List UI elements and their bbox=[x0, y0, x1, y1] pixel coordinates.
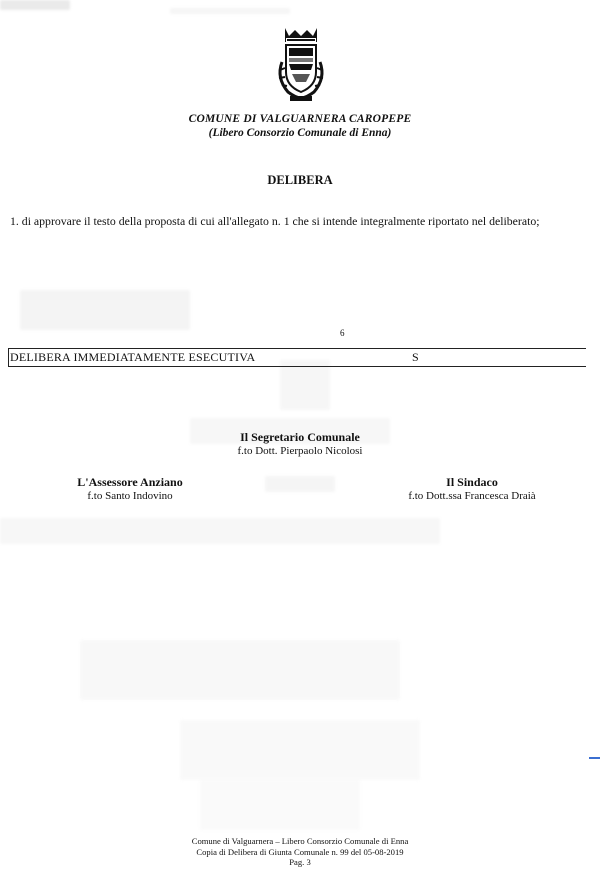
scan-noise bbox=[20, 290, 190, 330]
footer-line-1: Comune di Valguarnera – Libero Consorzio Comunale di Enna bbox=[191, 836, 409, 846]
footer-page-number: Pag. 3 bbox=[289, 857, 311, 867]
scan-noise bbox=[170, 8, 290, 14]
assessore-name: f.to Santo Indovino bbox=[87, 490, 173, 502]
footer-line-2: Copia di Delibera di Giunta Comunale n. 99 del 05-08-2019 bbox=[196, 846, 404, 857]
sindaco-name: f.to Dott.ssa Francesca Draià bbox=[408, 490, 536, 502]
scan-noise bbox=[200, 780, 360, 830]
scan-noise bbox=[280, 360, 330, 410]
comune-heading: COMUNE DI VALGUARNERA CAROPEPE bbox=[188, 113, 412, 125]
scan-noise bbox=[180, 720, 420, 780]
esecutiva-value: S bbox=[412, 350, 419, 364]
assessore-block bbox=[30, 475, 230, 502]
blue-edge-mark bbox=[589, 757, 600, 759]
document-title: DELIBERA bbox=[267, 173, 333, 187]
scan-noise bbox=[0, 0, 70, 10]
municipal-crest-icon bbox=[272, 22, 330, 104]
consorzio-heading: (Libero Consorzio Comunale di Enna) bbox=[208, 127, 392, 139]
esecutiva-label: DELIBERA IMMEDIATAMENTE ESECUTIVA bbox=[10, 350, 256, 364]
stray-mark: 6 bbox=[340, 328, 345, 338]
resolution-paragraph: 1. di approvare il testo della proposta di cui all'allegato n. 1 che si intende integralmente riportato nel deliberato; bbox=[10, 214, 540, 228]
segretario-title: Il Segretario Comunale bbox=[240, 430, 360, 444]
scan-noise bbox=[0, 518, 440, 544]
scan-noise bbox=[265, 476, 335, 492]
page-footer bbox=[0, 836, 600, 868]
sindaco-block bbox=[372, 475, 572, 502]
sindaco-title: Il Sindaco bbox=[446, 475, 498, 489]
segretario-block bbox=[150, 430, 450, 457]
scan-noise bbox=[80, 640, 400, 700]
segretario-name: f.to Dott. Pierpaolo Nicolosi bbox=[237, 445, 363, 457]
assessore-title: L'Assessore Anziano bbox=[77, 475, 183, 489]
